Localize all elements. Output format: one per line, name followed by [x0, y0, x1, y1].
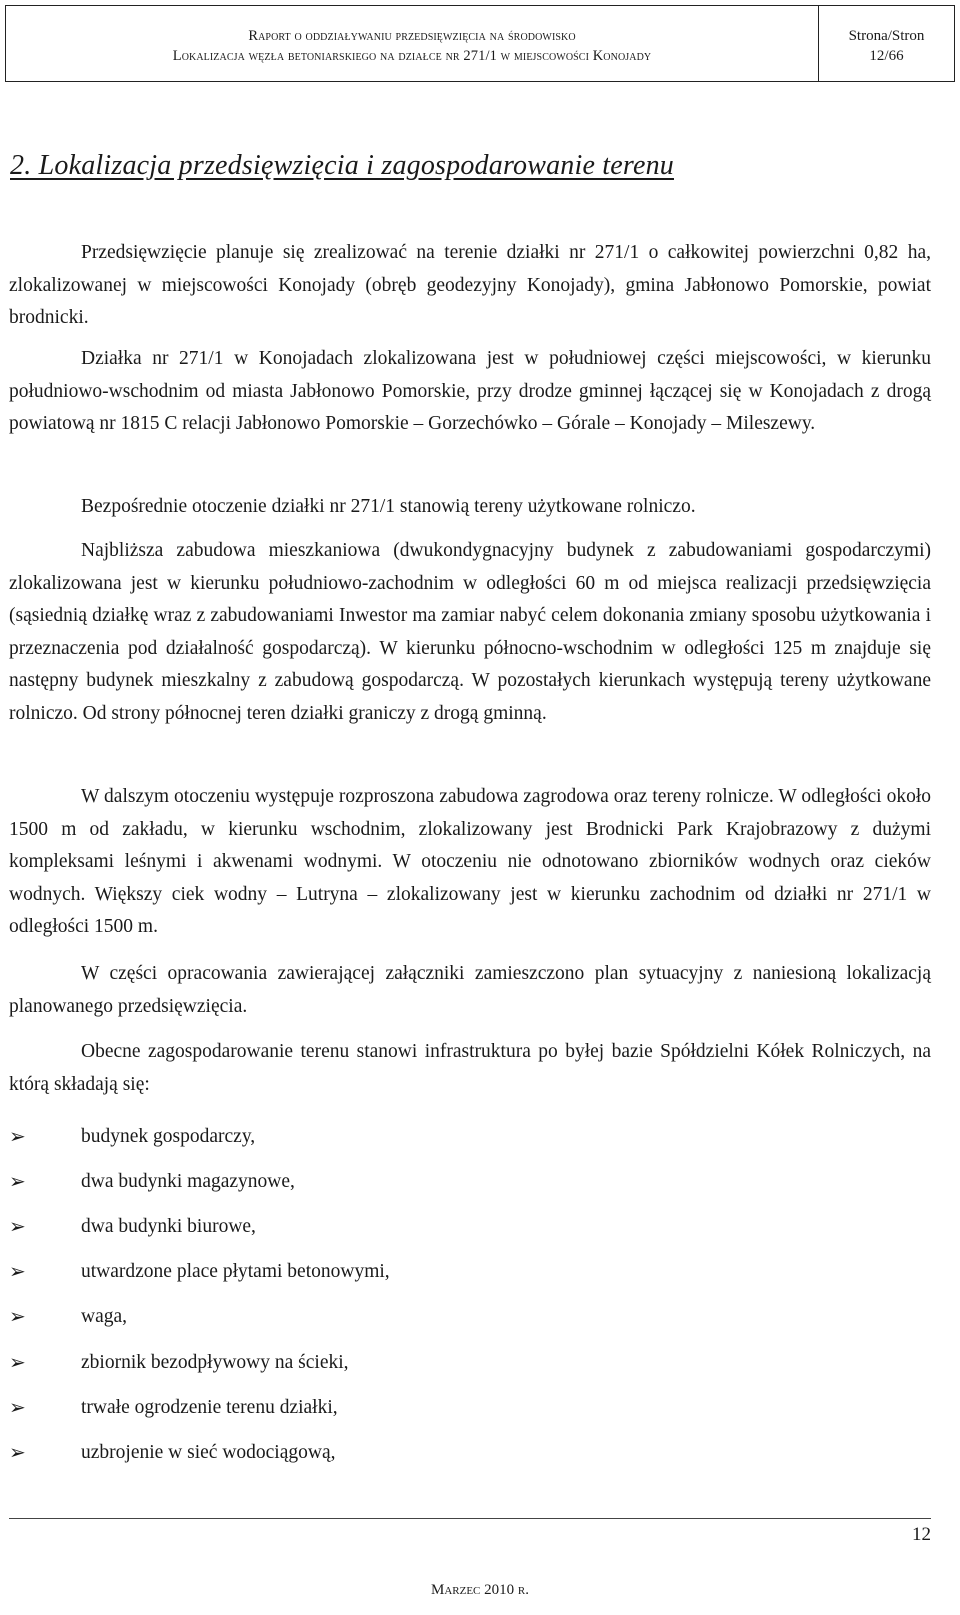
- arrow-bullet-icon: ➢: [9, 1349, 26, 1374]
- arrow-bullet-icon: ➢: [9, 1439, 26, 1464]
- header-report-title: Raport o oddziaływaniu przedsięwzięcia na środowisko: [248, 28, 576, 44]
- list-item-text: dwa budynki magazynowe,: [81, 1170, 295, 1192]
- infrastructure-list: [9, 1114, 390, 1476]
- paragraph-7: Obecne zagospodarowanie terenu stanowi infrastruktura po byłej bazie Spółdzielni Kółek Rolniczych, na którą składają się:: [9, 1041, 931, 1095]
- paragraph-5: W dalszym otoczeniu występuje rozproszona zabudowa zagrodowa oraz tereny rolnicze. W odległości około 1500 m od zakładu, w kierunku wschodnim, zlokalizowany jest Brodnicki Park Krajobrazowy z dużymi kompleksami leśnymi i akwenami wodnymi. W otoczeniu nie odnotowano zbiorników wodnych oraz cieków wodnych. Większy ciek wodny – Lutryna – zlokalizowany jest w kierunku zachodnim od działki nr 271/1 w odległości 1500 m.: [9, 786, 931, 937]
- list-item: [9, 1204, 390, 1249]
- list-item-text: waga,: [81, 1306, 128, 1328]
- list-item: [9, 1430, 390, 1475]
- list-item: [9, 1114, 390, 1159]
- paragraph-6: W części opracowania zawierającej załączniki zamieszczono plan sytuacyjny z naniesioną lokalizacją planowanego przedsięwzięcia.: [9, 963, 931, 1017]
- arrow-bullet-icon: ➢: [9, 1394, 26, 1419]
- list-item-text: dwa budynki biurowe,: [81, 1215, 256, 1237]
- list-item-text: trwałe ogrodzenie terenu działki,: [81, 1396, 338, 1418]
- paragraph-1: Przedsięwzięcie planuje się zrealizować na terenie działki nr 271/1 o całkowitej powierzchni 0,82 ha, zlokalizowanej w miejscowości Konojady (obręb geodezyjny Konojady), gmina Jabłonowo Pomorskie, powiat brodnicki.: [9, 242, 931, 328]
- header-page-info: [819, 6, 954, 81]
- arrow-bullet-icon: ➢: [9, 1213, 26, 1238]
- arrow-bullet-icon: ➢: [9, 1259, 26, 1284]
- footer-page-number: 12: [912, 1524, 931, 1545]
- list-item: [9, 1385, 390, 1430]
- arrow-bullet-icon: ➢: [9, 1168, 26, 1193]
- list-item-text: utwardzone place płytami betonowymi,: [81, 1261, 390, 1283]
- list-item: [9, 1159, 390, 1204]
- paragraph-3: Bezpośrednie otoczenie działki nr 271/1 stanowią tereny użytkowane rolniczo.: [81, 496, 696, 517]
- list-item: [9, 1250, 390, 1295]
- footer-date: Marzec 2010 r.: [431, 1582, 529, 1598]
- list-item: [9, 1295, 390, 1340]
- footer-divider: [9, 1518, 931, 1519]
- list-item-text: zbiornik bezodpływowy na ścieki,: [81, 1351, 349, 1373]
- header-page-value: 12/66: [869, 48, 904, 64]
- header-document-title: [6, 6, 819, 81]
- list-item: [9, 1340, 390, 1385]
- header-project-title: Lokalizacja węzła betoniarskiego na działce nr 271/1 w miejscowości Konojady: [172, 48, 652, 64]
- arrow-bullet-icon: ➢: [9, 1304, 26, 1329]
- header-page-label: Strona/Stron: [848, 28, 925, 44]
- arrow-bullet-icon: ➢: [9, 1123, 26, 1148]
- page-header: [5, 5, 955, 82]
- list-item-text: budynek gospodarczy,: [81, 1125, 256, 1147]
- paragraph-4: Najbliższa zabudowa mieszkaniowa (dwukondygnacyjny budynek z zabudowaniami gospodarczymi) zlokalizowana jest w kierunku południowo-zachodnim w odległości 60 m od miejsca realizacji przedsięwzięcia (sąsiednią działkę wraz z zabudowaniami Inwestor ma zamiar nabyć celem dokonania zmiany sposobu użytkowania i przeznaczenia pod działalność gospodarczą). W kierunku północno-wschodnim w odległości 125 m znajduje się następny budynek mieszkalny z zabudową gospodarczą. W pozostałych kierunkach występują tereny użytkowane rolniczo. Od strony północnej teren działki graniczy z drogą gminną.: [9, 540, 931, 724]
- section-title: 2. Lokalizacja przedsięwzięcia i zagospodarowanie terenu: [10, 150, 674, 181]
- list-item-text: uzbrojenie w sieć wodociągową,: [81, 1441, 336, 1463]
- paragraph-2: Działka nr 271/1 w Konojadach zlokalizowana jest w południowej części miejscowości, w kierunku południowo-wschodnim od miasta Jabłonowo Pomorskie, przy drodze gminnej łączącej się w Konojadach z drogą powiatową nr 1815 C relacji Jabłonowo Pomorskie – Gorzechówko – Górale – Konojady – Mileszewy.: [9, 348, 931, 434]
